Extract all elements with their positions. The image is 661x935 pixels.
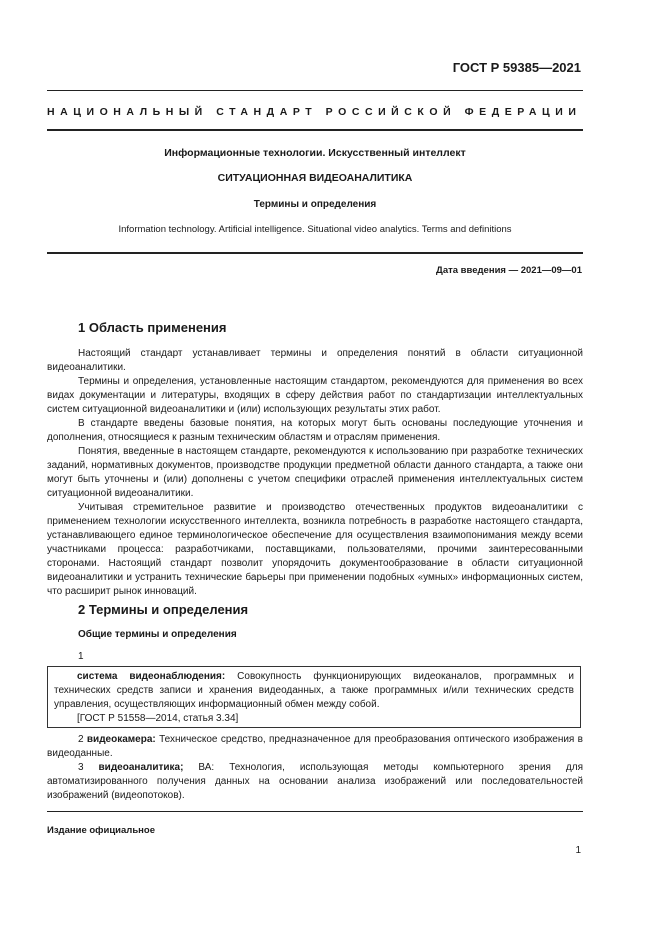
introduction-date: Дата введения — 2021—09—01 bbox=[436, 265, 582, 276]
term-3-term: видеоаналитика; bbox=[98, 762, 184, 773]
title-field: Информационные технологии. Искусственный интеллект bbox=[164, 147, 466, 159]
term-1-reference: [ГОСТ Р 51558—2014, статья 3.34] bbox=[77, 713, 239, 724]
paragraph: Понятия, введенные в настоящем стандарте, рекомендуются к использованию при разработке технических заданий, нормативных документов, производстве продукции предметной области данного стандарта, а также они могут быть уточнены и (или) дополнены с учетом специфики отраслей применения интеллектуальных систем ситуационной видеоаналитики. bbox=[47, 446, 583, 499]
term-3-text: Технология, использующая методы компьютерного зрения для автоматизированного получения данных на основании анализа изображений или последовательностей изображений (видеопотоков). bbox=[47, 762, 584, 801]
term-1-text: Совокупность функционирующих видеоканалов, программных и технических средств записи и хранения видеоданных, а также программных и/или технических средств управления, осуществляющих информационный обмен между собой. bbox=[54, 671, 574, 710]
term-2-term: видеокамера: bbox=[86, 734, 156, 745]
section-2-heading: 2 Термины и определения bbox=[78, 602, 249, 617]
term-1-box bbox=[47, 666, 581, 728]
title-sub: Термины и определения bbox=[253, 199, 377, 210]
title-rule-bottom bbox=[47, 252, 583, 254]
term-1-number: 1 bbox=[78, 651, 84, 662]
page-number: 1 bbox=[575, 845, 581, 856]
term-1-term: система видеонаблюдения: bbox=[77, 671, 226, 682]
term-3 bbox=[47, 761, 583, 803]
footer-rule bbox=[47, 811, 583, 812]
paragraph: Термины и определения, установленные настоящим стандартом, рекомендуются для применения во всех видах документации и литературы, входящих в сферу действия работ по стандартизации интеллектуальных систем ситуационной видеоаналитики и (или) использующих результаты этих работ. bbox=[47, 376, 583, 415]
official-edition-label: Издание официальное bbox=[47, 825, 155, 836]
term-2-number: 2 bbox=[78, 734, 84, 745]
section-2-subheading: Общие термины и определения bbox=[78, 629, 237, 640]
term-1-definition bbox=[54, 670, 574, 712]
national-standard-label: НАЦИОНАЛЬНЫЙ СТАНДАРТ РОССИЙСКОЙ ФЕДЕРАЦИИ bbox=[47, 106, 582, 118]
term-3-number: 3 bbox=[78, 762, 84, 773]
paragraph: Учитывая стремительное развитие и производство отечественных продуктов видеоаналитики с применением технологии искусственного интеллекта, возникла потребность в разработке настоящего стандарта, устанавливающего единое терминологическое обеспечение для осуществления взаимопонимания между всеми участниками процесса: разработчиками, поставщиками, пользователями, прочими заинтересованными сторонами. Настоящий стандарт позволит упорядочить документообразование в области ситуационной видеоаналитики и устранить технические барьеры при применении подобных «умных» информационных систем, что расширит рынок инноваций. bbox=[47, 502, 583, 597]
paragraph: В стандарте введены базовые понятия, на которых могут быть основаны последующие уточнения и дополнения, относящиеся к разным техническим областям и отраслям применения. bbox=[47, 418, 583, 443]
term-3-abbr: ВА: bbox=[198, 762, 215, 773]
title-english: Information technology. Artificial intelligence. Situational video analytics. Terms and definitions bbox=[118, 224, 512, 235]
title-rule-top bbox=[47, 129, 583, 131]
standard-code: ГОСТ Р 59385—2021 bbox=[452, 60, 581, 75]
paragraph: Настоящий стандарт устанавливает термины и определения понятий в области ситуационной видеоаналитики. bbox=[47, 348, 583, 373]
section-1-body bbox=[47, 347, 583, 599]
term-2 bbox=[47, 733, 583, 761]
header-rule bbox=[47, 90, 583, 91]
title-main: СИТУАЦИОННАЯ ВИДЕОАНАЛИТИКА bbox=[217, 172, 413, 184]
section-2-terms bbox=[47, 733, 583, 803]
term-2-text: Техническое средство, предназначенное для преобразования оптического изображения в видеоданные. bbox=[47, 734, 583, 759]
section-1-heading: 1 Область применения bbox=[78, 320, 227, 335]
